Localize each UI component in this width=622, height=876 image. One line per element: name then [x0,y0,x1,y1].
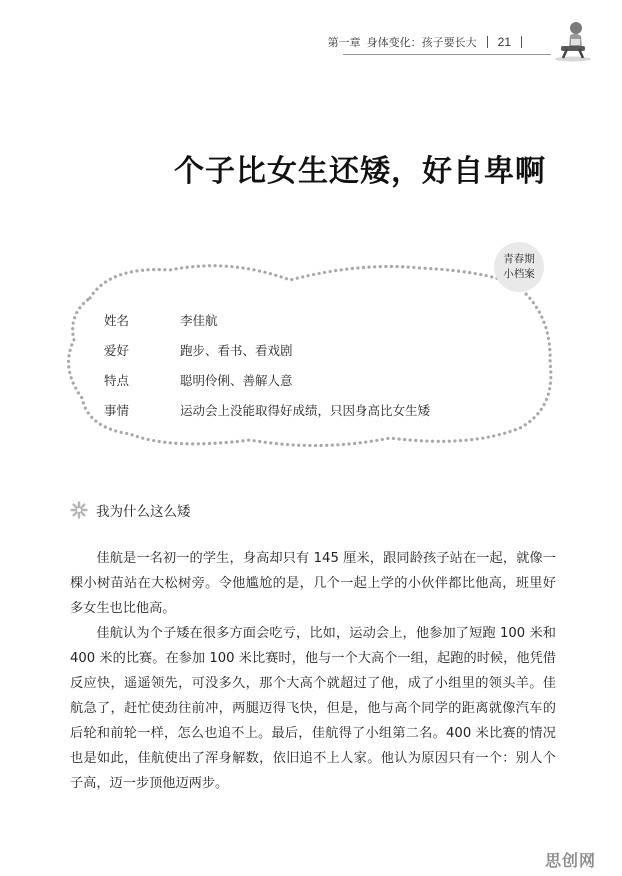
profile-key: 爱好 [104,343,130,358]
chapter-label: 第一章 [327,36,361,49]
section-heading-text: 我为什么这么矮 [96,504,191,520]
watermark: 思创网 [545,851,597,870]
chapter-title: 身体变化：孩子要长大 [366,36,477,49]
profile-value: 李佳航 [180,313,218,328]
section-heading [70,500,191,520]
profile-key: 姓名 [104,313,130,328]
profile-value: 跑步、看书、看戏剧 [180,343,293,358]
sitting-child-icon [553,18,595,62]
header-rule [343,54,551,55]
asterisk-flower-icon [70,501,88,519]
profile-row [104,395,524,425]
profile-key: 事情 [104,403,130,418]
running-header [328,34,526,50]
paragraph: 佳航是一名初一的学生，身高却只有 145 厘米，跟同龄孩子站在一起，就像一棵小树苗站在大松树旁。令他尴尬的是，几个一起上学的小伙伴都比他高，班里好多女生也比他高。 [70,551,556,616]
profile-row [104,305,524,335]
profile-row [104,335,524,365]
profile-badge [494,242,544,292]
page-number: 21 [497,35,511,49]
profile-value: 聪明伶俐、善解人意 [180,373,293,388]
body-text [70,546,556,796]
header-separator [521,36,522,48]
profile-key: 特点 [104,373,130,388]
header-separator [487,36,488,48]
page-title: 个子比女生还矮，好自卑啊 [174,154,546,189]
profile-table [104,305,524,425]
profile-row [104,365,524,395]
profile-value: 运动会上没能取得好成绩，只因身高比女生矮 [180,403,431,418]
badge-line-2: 小档案 [503,268,535,280]
badge-line-1: 青春期 [503,253,535,265]
paragraph: 佳航认为个子矮在很多方面会吃亏，比如，运动会上，他参加了短跑 100 米和 400 米的比赛。在参加 100 米比赛时，他与一个大高个一组，起跑的时候，他凭借反应快，遥遥领先，可没多久，那个大高个就超过了他，成了小组里的领头羊。佳航急了，赶忙使劲往前冲，两腿迈得飞快，但是，他与高个同学的距离就像汽车的后轮和前轮一样，怎么也追不上。最后，佳航得了小组第二名。400 米比赛的情况也是如此，佳航使出了浑身解数，依旧追不上人家。他认为原因只有一个：别人个子高，迈一步顶他迈两步。 [70,626,556,791]
